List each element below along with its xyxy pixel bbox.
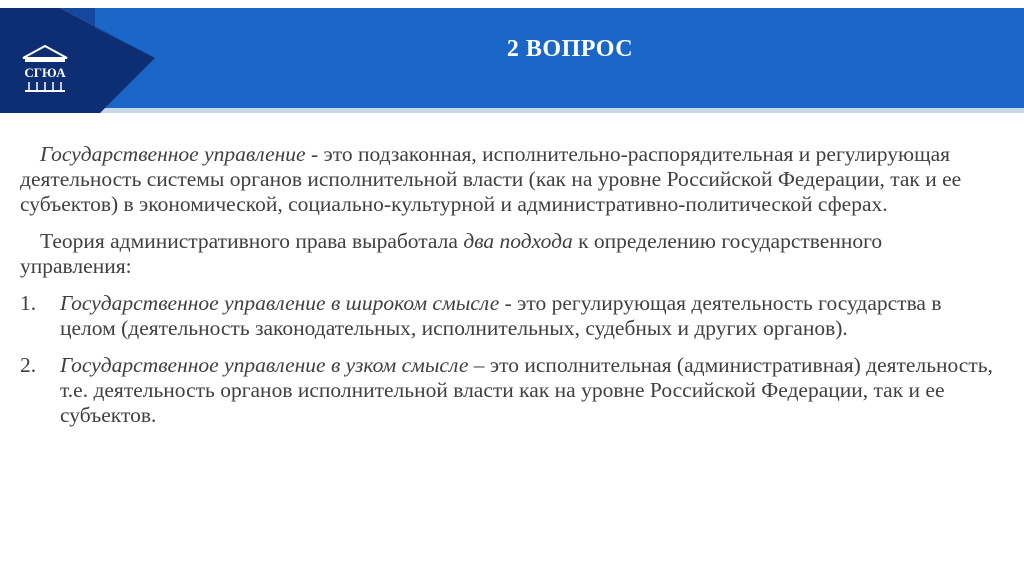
slide-body (20, 142, 995, 440)
approaches-emphasis: два подхода (463, 229, 573, 253)
list-item (20, 291, 995, 341)
definition-paragraph (20, 142, 995, 217)
slide-header (0, 0, 1024, 120)
slide-title: 2 ВОПРОС (506, 36, 634, 62)
university-logo-icon (15, 40, 75, 95)
list-item-text (60, 291, 995, 341)
list-number: 2. (20, 353, 37, 377)
list-item (20, 353, 995, 428)
list-item-description: - это регулирующая деятельность государства в целом (деятельность законодательных, исполнительных, судебных и других органов). (60, 291, 942, 340)
list-item-description: – это исполнительная (административная) деятельность, т.е. деятельность органов исполнительной власти как на уровне Российской Федерации, так и ее субъектов. (60, 353, 993, 427)
logo-text: СГЮА (24, 65, 66, 80)
list-number: 1. (20, 291, 37, 315)
list-item-term: Государственное управление в узком смысле (60, 353, 469, 377)
definition-text: - это подзаконная, исполнительно-распорядительная и регулирующая деятельность системы органов исполнительной власти (как на уровне Российской Федерации, так и ее субъектов) в экономической, социально-культурной и административно-политической сферах. (20, 142, 962, 216)
approaches-text-after: к определению государственного управления: (20, 229, 883, 278)
definition-term: Государственное управление (40, 142, 306, 166)
list-item-text (60, 353, 995, 428)
approaches-text-before: Теория административного права выработала (40, 229, 464, 253)
list-item-term: Государственное управление в широком смысле (60, 291, 500, 315)
approaches-paragraph (20, 229, 995, 279)
